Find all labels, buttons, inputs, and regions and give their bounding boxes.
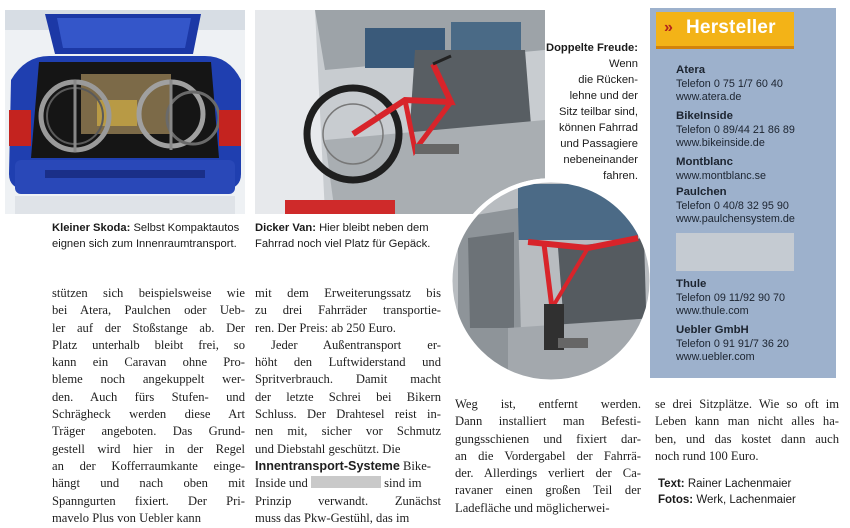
manufacturer-website[interactable]: www.atera.de: [676, 91, 742, 103]
seat-bike-photo: [448, 178, 654, 384]
manufacturer-name: Thule: [676, 278, 707, 290]
body-line: ravaner einen großen Teil der: [455, 483, 641, 498]
seat-caption-lines: [538, 56, 638, 184]
manufacturer-name: Montblanc: [676, 156, 733, 168]
body-line: Platz unterhalb bleibt frei, so: [52, 337, 245, 352]
van-caption-title: Dicker Van:: [255, 222, 316, 234]
redacted-entry-box: [676, 233, 794, 271]
skoda-trunk-photo: [5, 10, 245, 214]
body-line: Träger angeboten. Das Grund-: [52, 424, 245, 439]
manufacturer-website[interactable]: www.thule.com: [676, 305, 749, 317]
body-line: muss das Pkw-Gestühl, das im: [255, 510, 410, 525]
body-line: nen mit, sicher vor Schmutz: [255, 424, 441, 439]
manufacturer-phone: Telefon 0 91 91/7 36 20: [676, 337, 789, 350]
body-line: Weg ist, entfernt werden.: [455, 397, 641, 411]
body-line: Schrägheck werden diese Art: [52, 407, 245, 422]
manufacturer-entry: [676, 64, 783, 105]
innentransport-highlight: Innentransport-Systeme: [255, 458, 400, 473]
credits: [658, 477, 796, 508]
body-line: Jeder Außentransport er-: [271, 337, 441, 352]
van-interior-photo: [255, 10, 545, 214]
manufacturer-phone: Telefon 0 89/44 21 86 89: [676, 123, 795, 136]
redacted-before: Inside und: [255, 476, 311, 491]
body-column-4: [655, 396, 839, 465]
manufacturer-website[interactable]: www.uebler.com: [676, 351, 755, 363]
skoda-caption: [52, 220, 248, 252]
body-line: der letzte Schrei bei Bikern: [255, 389, 441, 404]
body-line: Spanngurten fixiert. Der Pri-: [52, 493, 245, 508]
manufacturer-website[interactable]: www.paulchensystem.de: [676, 213, 795, 225]
seat-caption-line: lehne und der: [569, 90, 638, 102]
text-credit-label: Text:: [658, 478, 685, 490]
van-caption: [255, 220, 441, 252]
body-line: stützen sich beispielsweise wie: [52, 286, 245, 300]
seat-caption-line: Wenn: [608, 58, 638, 70]
highlight-line: [255, 458, 441, 475]
manufacturer-website[interactable]: www.montblanc.se: [676, 169, 767, 182]
manufacturer-phone: Telefon 0 40/8 32 95 90: [676, 199, 789, 212]
body-line: mit dem Erweiterungssatz bis: [255, 286, 441, 300]
redacted-line: [255, 475, 441, 492]
manufacturer-name: Atera: [676, 64, 706, 76]
van-caption-text: Hier bleibt neben dem Fahrrad noch viel Platz für Gepäck.: [255, 222, 431, 250]
text-credit-value: Rainer Lachenmaier: [687, 478, 792, 490]
body-line: höht den Luftwiderstand und: [255, 355, 441, 370]
body-line: noch rund 100 Euro.: [655, 448, 759, 463]
body-line: an die Vordergabel der Fahrrä-: [455, 448, 641, 463]
photo-credit-label: Fotos:: [658, 493, 694, 506]
body-line: Ladefläche und möglicherwei-: [455, 500, 610, 515]
skoda-caption-text: Selbst Kompaktautos eignen sich zum Innenraumtransport.: [52, 222, 240, 250]
body-column-2: [255, 285, 441, 527]
body-line: der. Allerdings verliert der Ca-: [455, 466, 641, 481]
manufacturer-phone: Telefon 09 11/92 90 70: [676, 291, 786, 304]
highlight-suffix: Bike-: [399, 458, 431, 473]
manufacturer-name: BikeInside: [676, 110, 733, 122]
manufacturer-sidebar: [650, 8, 836, 378]
skoda-caption-title: Kleiner Skoda:: [52, 222, 131, 234]
body-line: ren. Der Preis: ab 250 Euro.: [255, 320, 396, 335]
body-line: ben, und das kostet dann auch: [655, 431, 839, 446]
manufacturer-name: Uebler GmbH: [676, 324, 749, 336]
seat-caption-line: können Fahrrad: [559, 122, 638, 134]
body-line: und Diebstahl geschützt. Die: [255, 441, 401, 456]
body-line: kann ein Caravan ohne Pro-: [52, 355, 245, 370]
redacted-after: sind im: [380, 476, 422, 491]
body-line: ler auf der Stoßstange ab. Der: [52, 320, 245, 335]
manufacturer-entry: [676, 110, 795, 151]
manufacturer-name: Paulchen: [676, 186, 727, 198]
sidebar-header: [656, 12, 794, 49]
redacted-box: [311, 476, 381, 488]
body-line: zu drei Fahrräder transportie-: [255, 303, 441, 318]
manufacturer-entry: [676, 278, 785, 319]
seat-caption-line: die Rücken-: [578, 74, 638, 86]
sidebar-title: Hersteller: [686, 17, 776, 38]
body-line: Leben kann man nicht alles ha-: [655, 414, 839, 429]
manufacturer-entry: [676, 324, 789, 365]
double-arrow-icon: »: [664, 19, 673, 36]
seat-caption-title: Doppelte Freude:: [546, 42, 638, 54]
body-line: gungsschienen und fixiert dar-: [455, 431, 641, 446]
body-line: Dann installiert man Befesti-: [455, 414, 641, 429]
body-line: bei Atera, Paulchen oder Ueb-: [52, 303, 245, 318]
body-line: bleme noch angekuppelt wer-: [52, 372, 245, 387]
body-line: Prinzip verwandt. Zunächst: [255, 493, 441, 508]
body-line: Schluss. Der Drahtesel reist in-: [255, 407, 441, 422]
manufacturer-website[interactable]: www.bikeinside.de: [676, 137, 765, 149]
manufacturer-phone: Telefon 0 75 1/7 60 40: [676, 77, 783, 90]
manufacturer-entry: [676, 156, 766, 183]
seat-caption-line: fahren.: [603, 170, 638, 182]
body-column-3: [455, 396, 641, 517]
seat-caption-line: Sitz teilbar sind,: [559, 106, 638, 118]
body-line: den. Auch fürs Stufen- und: [52, 389, 245, 404]
body-column-1: [52, 285, 245, 527]
body-line: se drei Sitzplätze. Wie so oft im: [655, 397, 839, 411]
photo-credit-value: Werk, Lachenmaier: [696, 493, 796, 506]
manufacturer-entry: [676, 186, 795, 227]
seat-caption: [538, 40, 638, 184]
body-line: gestell wird hier in der Regel: [52, 441, 245, 456]
body-line: Spritverbrauch. Damit macht: [255, 372, 441, 387]
seat-caption-line: und Passagiere: [560, 138, 638, 150]
seat-caption-line: nebeneinander: [563, 154, 638, 166]
body-line: hängt und nach oben mit: [52, 476, 245, 491]
body-line: an der Kofferraumkante einge-: [52, 458, 245, 473]
body-line: mavelo Plus von Uebler kann: [52, 510, 201, 525]
